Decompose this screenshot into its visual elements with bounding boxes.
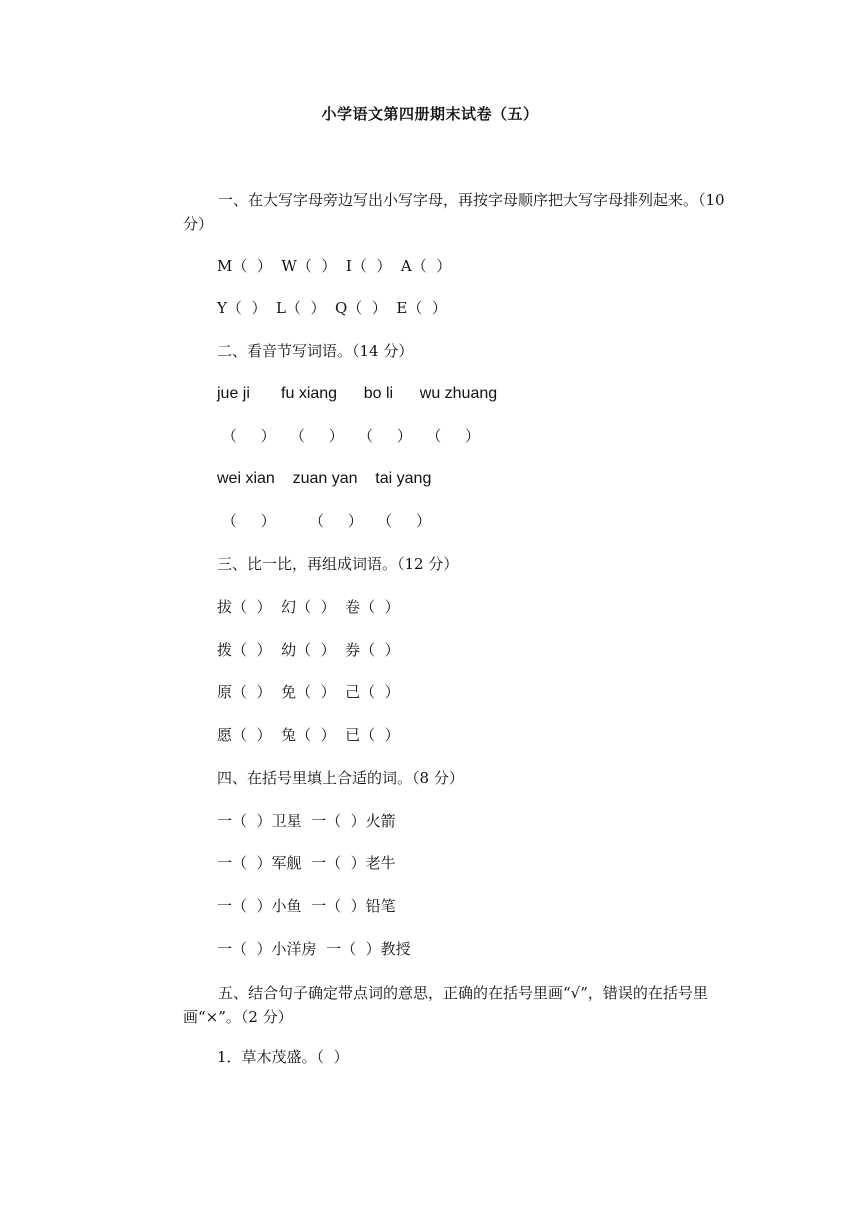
section4-row: 一（ ）小鱼 一（ ）铅笔 xyxy=(217,897,396,915)
section3-heading: 三、比一比，再组成词语。（12 分） xyxy=(217,555,459,573)
section1-heading: 一、在大写字母旁边写出小写字母，再按字母顺序把大写字母排列起来。（10 分） xyxy=(183,191,725,233)
section1-row1: M（ ） W（ ） I（ ） A（ ） xyxy=(217,257,452,275)
section1-row2: Y（ ） L（ ） Q（ ） E（ ） xyxy=(217,299,447,317)
section2-blanks-row1: （ ） （ ） （ ） （ ） xyxy=(217,427,481,445)
section3-row: 拔（ ） 幻（ ） 卷（ ） xyxy=(217,598,400,616)
section2-pinyin-row2: wei xian zuan yan tai yang xyxy=(217,470,432,487)
section4-row: 一（ ）小洋房 一（ ）教授 xyxy=(217,940,411,958)
section2-pinyin-row1: jue ji fu xiang bo li wu zhuang xyxy=(217,385,498,402)
page-title: 小学语文第四册期末试卷（五） xyxy=(321,105,539,123)
section2-heading: 二、看音节写词语。（14 分） xyxy=(217,342,414,360)
section4-heading: 四、在括号里填上合适的词。（8 分） xyxy=(217,769,464,787)
section5-heading: 五、结合句子确定带点词的意思，正确的在括号里画“√”，错误的在括号里画“×”。（2 分） xyxy=(183,984,708,1026)
section3-row: 原（ ） 免（ ） 己（ ） xyxy=(217,683,400,701)
section4-row: 一（ ）卫星 一（ ）火箭 xyxy=(217,812,396,830)
section2-blanks-row2: （ ） （ ） （ ） xyxy=(217,512,431,530)
section4-row: 一（ ）军舰 一（ ）老牛 xyxy=(217,854,396,872)
section3-row: 愿（ ） 兔（ ） 已（ ） xyxy=(217,726,400,744)
section5-item1: 1．草木茂盛。（ ） xyxy=(217,1048,349,1066)
section3-row: 拨（ ） 幼（ ） 券（ ） xyxy=(217,641,400,659)
